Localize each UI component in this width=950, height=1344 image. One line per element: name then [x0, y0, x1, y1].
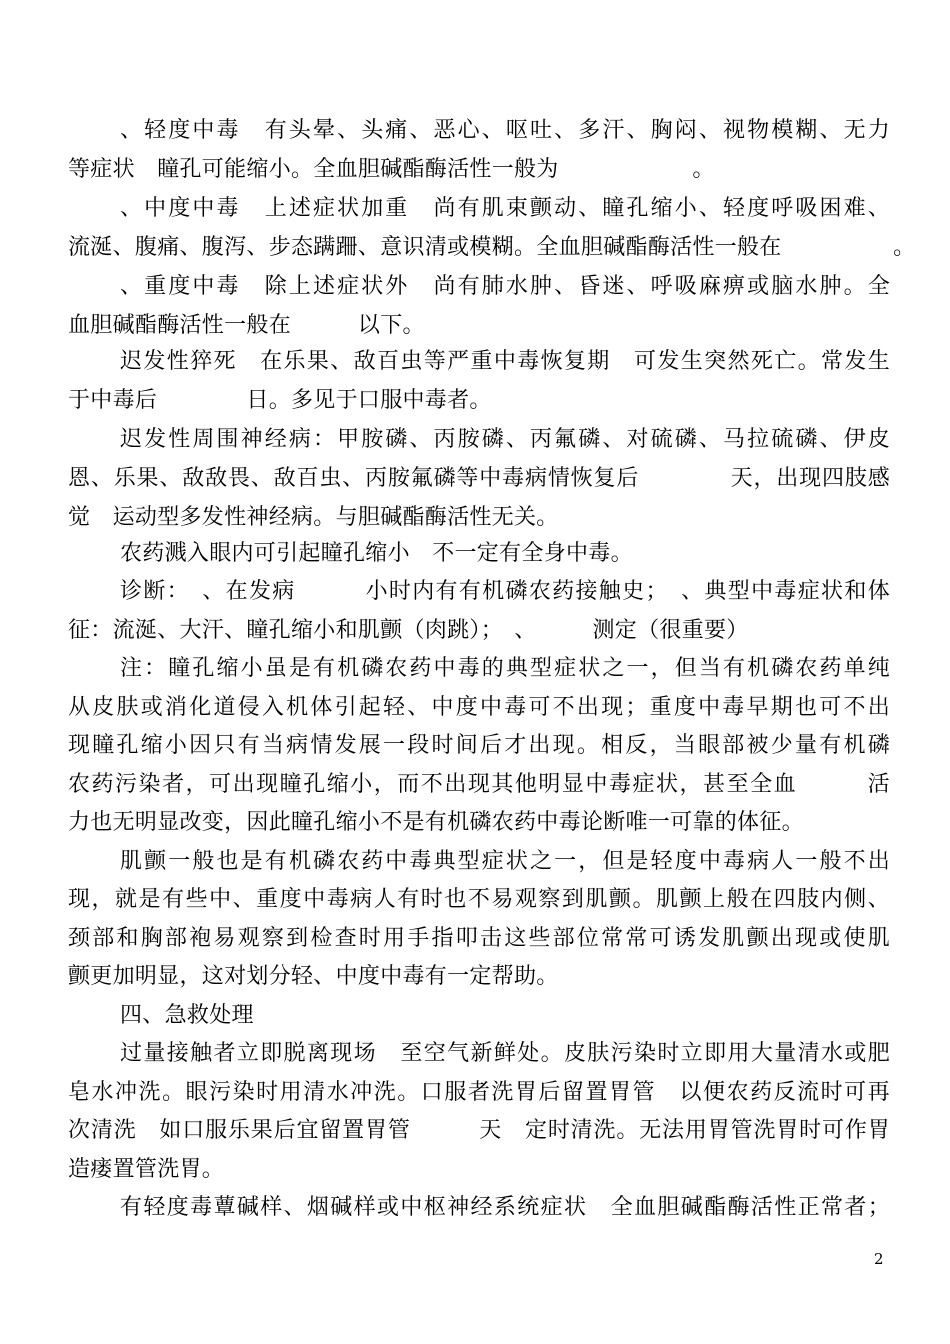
text-line: 皂水冲洗。眼污染时用清水冲洗。口服者洗胃后留置胃管 以便农药反流时可再 [68, 1080, 890, 1105]
text-line: 农药污染者，可出现瞳孔缩小，而不出现其他明显中毒症状，甚至全血 活 [68, 772, 890, 797]
text-line: 、重度中毒 除上述症状外 尚有肺水肿、昏迷、呼吸麻痹或脑水肿。全 [120, 274, 890, 299]
text-line: 流涎、腹痛、腹泻、步态蹒跚、意识清或模糊。全血胆碱酯酶活性一般在 。 [68, 235, 916, 260]
section-heading: 四、急救处理 [120, 1003, 254, 1028]
text-line: 造瘘置管洗胃。 [68, 1157, 225, 1182]
text-line: 现瞳孔缩小因只有当病情发展一段时间后才出现。相反，当眼部被少量有机磷 [68, 733, 890, 758]
text-line: 次清洗 如口服乐果后宜留置胃管 天 定时清洗。无法用胃管洗胃时可作胃 [68, 1118, 890, 1143]
text-line: 迟发性猝死 在乐果、敌百虫等严重中毒恢复期 可发生突然死亡。常发生 [120, 349, 890, 374]
text-line: 过量接触者立即脱离现场 至空气新鲜处。皮肤污染时立即用大量清水或肥 [120, 1041, 890, 1066]
text-line: 征：流涎、大汗、瞳孔缩小和肌颤（肉跳）； 、 测定（很重要） [68, 618, 749, 643]
text-line: 迟发性周围神经病：甲胺磷、丙胺磷、丙氟磷、对硫磷、马拉硫磷、伊皮 [120, 427, 890, 452]
text-line: 有轻度毒蕈碱样、烟碱样或中枢神经系统症状 全血胆碱酯酶活性正常者； [120, 1195, 890, 1220]
text-line: 力也无明显改变，因此瞳孔缩小不是有机磷农药中毒论断唯一可靠的体征。 [68, 810, 804, 835]
text-line: 农药溅入眼内可引起瞳孔缩小 不一定有全身中毒。 [120, 541, 633, 566]
text-line: 肌颤一般也是有机磷农药中毒典型症状之一，但是轻度中毒病人一般不出 [120, 849, 890, 874]
text-line: 诊断： 、在发病 小时内有有机磷农药接触史； 、典型中毒症状和体 [120, 579, 890, 604]
text-line: 于中毒后 日。多见于口服中毒者。 [68, 388, 492, 413]
text-line: 现，就是有些中、重度中毒病人有时也不易观察到肌颤。肌颤上般在四肢内侧、 [68, 887, 890, 912]
page-number: 2 [874, 1250, 884, 1268]
text-line: 觉 运动型多发性神经病。与胆碱酯酶活性无关。 [68, 505, 559, 530]
text-line: 颤更加明显，这对划分轻、中度中毒有一定帮助。 [68, 964, 559, 989]
text-line: 血胆碱酯酶活性一般在 以下。 [68, 313, 425, 338]
text-line: 颈部和胸部袍易观察到检查时用手指叩击这些部位常常可诱发肌颤出现或使肌 [68, 926, 890, 951]
text-line: 、轻度中毒 有头晕、头痛、恶心、呕吐、多汗、胸闷、视物模糊、无力 [120, 118, 890, 143]
text-line: 、中度中毒 上述症状加重 尚有肌束颤动、瞳孔缩小、轻度呼吸困难、 [120, 196, 890, 221]
text-line: 等症状 瞳孔可能缩小。全血胆碱酯酶活性一般为 。 [68, 157, 715, 182]
text-line: 注：瞳孔缩小虽是有机磷农药中毒的典型症状之一，但当有机磷农药单纯 [120, 656, 890, 681]
text-line: 恩、乐果、敌敌畏、敌百虫、丙胺氟磷等中毒病情恢复后 天，出现四肢感 [68, 466, 890, 491]
text-line: 从皮肤或消化道侵入机体引起轻、中度中毒可不出现；重度中毒早期也可不出 [68, 695, 890, 720]
